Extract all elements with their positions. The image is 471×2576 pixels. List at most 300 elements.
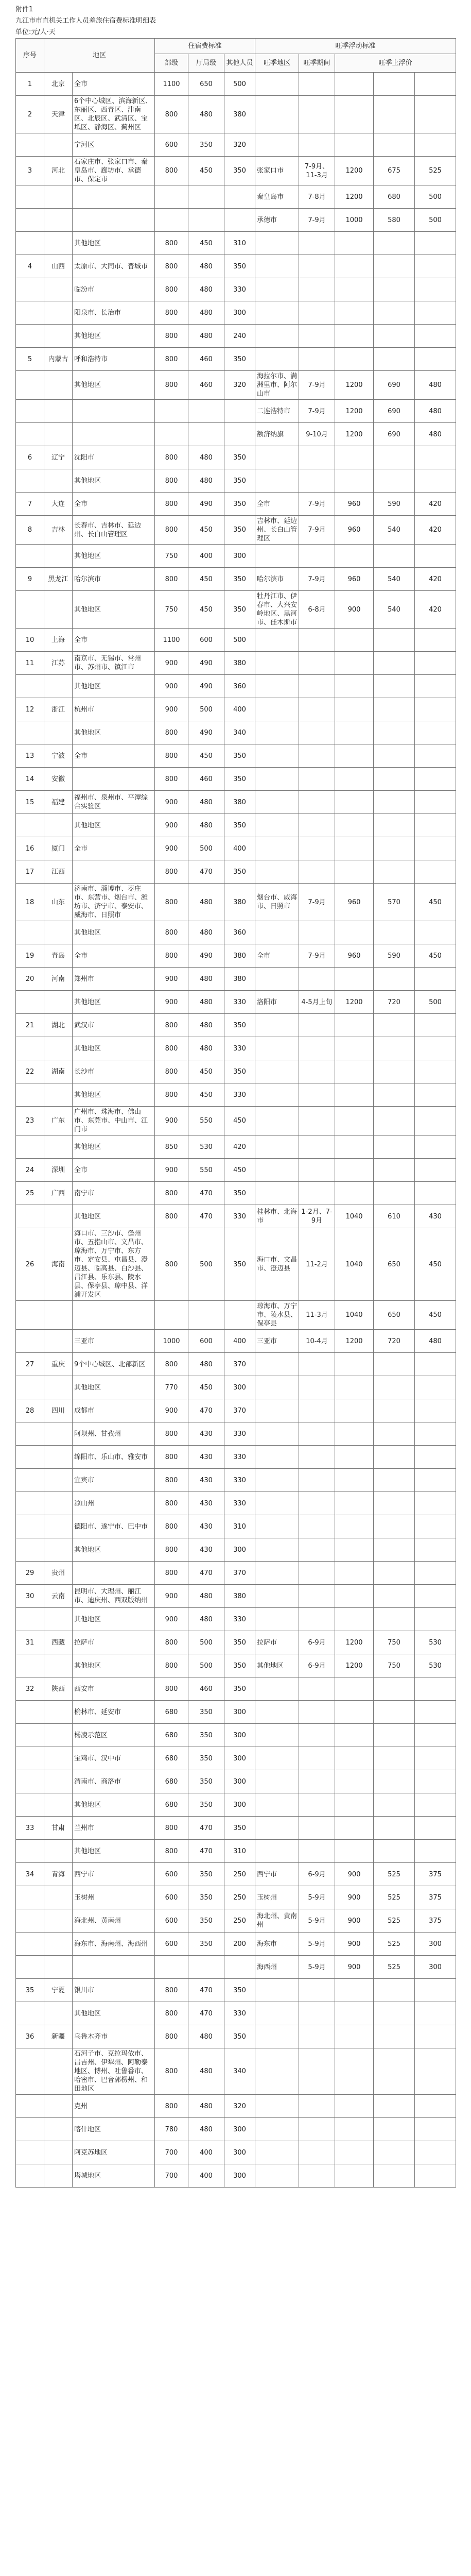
cell-bureau: 500 bbox=[188, 1654, 224, 1677]
cell-other: 380 bbox=[224, 884, 255, 921]
cell-bureau: 470 bbox=[188, 1182, 224, 1205]
cell-other: 380 bbox=[224, 652, 255, 675]
cell-peak-minister: 1200 bbox=[335, 157, 374, 185]
cell-peak-bureau bbox=[374, 133, 415, 157]
cell-peak-minister: 1200 bbox=[335, 423, 374, 446]
cell-city: 石家庄市、张家口市、秦皇岛市、廊坊市、承德市、保定市 bbox=[73, 157, 155, 185]
cell-minister: 800 bbox=[155, 1817, 188, 1840]
cell-minister: 800 bbox=[155, 1631, 188, 1654]
cell-other: 310 bbox=[224, 1515, 255, 1538]
cell-minister: 800 bbox=[155, 721, 188, 744]
cell-bureau: 490 bbox=[188, 652, 224, 675]
cell-province bbox=[44, 1136, 73, 1159]
table-row bbox=[16, 1817, 456, 1840]
cell-other bbox=[224, 209, 255, 232]
cell-bureau bbox=[188, 423, 224, 446]
cell-no bbox=[16, 2048, 44, 2095]
cell-peak-period bbox=[299, 675, 335, 698]
cell-province: 浙江 bbox=[44, 698, 73, 721]
cell-peak-region bbox=[255, 1037, 299, 1060]
cell-no bbox=[16, 721, 44, 744]
cell-other: 350 bbox=[224, 469, 255, 493]
table-row bbox=[16, 371, 456, 400]
cell-peak-minister bbox=[335, 545, 374, 568]
cell-bureau bbox=[188, 1956, 224, 1979]
cell-peak-minister bbox=[335, 301, 374, 325]
cell-peak-period bbox=[299, 2048, 335, 2095]
cell-peak-period bbox=[299, 1538, 335, 1562]
cell-peak-region: 三亚市 bbox=[255, 1330, 299, 1353]
cell-peak-region bbox=[255, 629, 299, 652]
cell-peak-other bbox=[415, 2164, 456, 2188]
table-row bbox=[16, 1330, 456, 1353]
cell-peak-minister bbox=[335, 2025, 374, 2048]
table-body bbox=[16, 73, 456, 2188]
table-row bbox=[16, 921, 456, 944]
cell-peak-other bbox=[415, 255, 456, 278]
cell-peak-bureau: 525 bbox=[374, 1956, 415, 1979]
cell-other: 380 bbox=[224, 968, 255, 991]
cell-city: 杭州市 bbox=[73, 698, 155, 721]
cell-peak-period bbox=[299, 860, 335, 884]
cell-other: 250 bbox=[224, 1863, 255, 1886]
cell-province bbox=[44, 1301, 73, 1330]
cell-no: 34 bbox=[16, 1863, 44, 1886]
cell-province: 海南 bbox=[44, 1228, 73, 1301]
cell-peak-period: 4-5月上旬 bbox=[299, 991, 335, 1014]
cell-peak-period: 7-9月 bbox=[299, 884, 335, 921]
cell-other: 310 bbox=[224, 1840, 255, 1863]
cell-minister: 800 bbox=[155, 1446, 188, 1469]
cell-city: 其他地区 bbox=[73, 1654, 155, 1677]
cell-city: 长沙市 bbox=[73, 1060, 155, 1083]
cell-no bbox=[16, 1747, 44, 1770]
cell-peak-period: 7-9月 bbox=[299, 516, 335, 545]
cell-city: 海东市、海南州、海西州 bbox=[73, 1933, 155, 1956]
cell-peak-other: 450 bbox=[415, 1301, 456, 1330]
cell-other: 400 bbox=[224, 837, 255, 860]
cell-peak-period bbox=[299, 446, 335, 469]
cell-peak-bureau: 525 bbox=[374, 1933, 415, 1956]
cell-peak-other bbox=[415, 860, 456, 884]
cell-bureau: 460 bbox=[188, 768, 224, 791]
cell-no bbox=[16, 209, 44, 232]
cell-other: 350 bbox=[224, 1631, 255, 1654]
cell-city: 其他地区 bbox=[73, 1376, 155, 1399]
cell-peak-bureau: 525 bbox=[374, 1909, 415, 1933]
cell-bureau: 600 bbox=[188, 629, 224, 652]
cell-other: 330 bbox=[224, 1492, 255, 1515]
cell-city: 海口市、三沙市、儋州市、五指山市、文昌市、琼海市、万宁市、东方市、定安县、屯昌县、澄迈县、临高县、白沙县、昌江县、乐东县、陵水县、保亭县、琼中县、洋浦开发区 bbox=[73, 1228, 155, 1301]
cell-bureau: 480 bbox=[188, 96, 224, 133]
cell-bureau: 430 bbox=[188, 1446, 224, 1469]
table-row bbox=[16, 1182, 456, 1205]
cell-bureau: 600 bbox=[188, 1330, 224, 1353]
cell-province: 深圳 bbox=[44, 1159, 73, 1182]
cell-bureau: 500 bbox=[188, 1631, 224, 1654]
cell-no bbox=[16, 814, 44, 837]
cell-no: 33 bbox=[16, 1817, 44, 1840]
cell-city: 杨凌示范区 bbox=[73, 1724, 155, 1747]
cell-peak-region bbox=[255, 1399, 299, 1422]
cell-bureau: 480 bbox=[188, 1014, 224, 1037]
cell-peak-period bbox=[299, 2025, 335, 2048]
cell-peak-period bbox=[299, 469, 335, 493]
cell-peak-region bbox=[255, 1793, 299, 1817]
cell-no: 32 bbox=[16, 1677, 44, 1701]
cell-other: 370 bbox=[224, 1562, 255, 1585]
cell-peak-other: 480 bbox=[415, 400, 456, 423]
cell-city: 广州市、珠海市、佛山市、东莞市、中山市、江门市 bbox=[73, 1107, 155, 1136]
cell-minister: 800 bbox=[155, 1083, 188, 1107]
cell-peak-bureau bbox=[374, 2164, 415, 2188]
cell-peak-minister: 900 bbox=[335, 1863, 374, 1886]
cell-peak-period bbox=[299, 1701, 335, 1724]
cell-peak-other bbox=[415, 1182, 456, 1205]
cell-peak-period: 7-9月 bbox=[299, 944, 335, 968]
cell-bureau: 500 bbox=[188, 698, 224, 721]
cell-minister: 1100 bbox=[155, 73, 188, 96]
cell-minister: 800 bbox=[155, 2002, 188, 2025]
cell-province: 宁波 bbox=[44, 744, 73, 768]
cell-peak-bureau: 690 bbox=[374, 371, 415, 400]
table-row bbox=[16, 1956, 456, 1979]
table-row bbox=[16, 1701, 456, 1724]
cell-minister: 800 bbox=[155, 1492, 188, 1515]
cell-city bbox=[73, 1301, 155, 1330]
table-row bbox=[16, 675, 456, 698]
cell-city: 长春市、吉林市、延边州、长白山管理区 bbox=[73, 516, 155, 545]
cell-bureau: 350 bbox=[188, 133, 224, 157]
table-row bbox=[16, 469, 456, 493]
cell-peak-period bbox=[299, 814, 335, 837]
cell-other: 350 bbox=[224, 744, 255, 768]
cell-peak-period bbox=[299, 1677, 335, 1701]
cell-peak-region bbox=[255, 1159, 299, 1182]
cell-peak-bureau bbox=[374, 1585, 415, 1608]
cell-peak-region: 西宁市 bbox=[255, 1863, 299, 1886]
cell-peak-bureau bbox=[374, 837, 415, 860]
cell-province bbox=[44, 2118, 73, 2141]
cell-bureau: 430 bbox=[188, 1469, 224, 1492]
cell-peak-region bbox=[255, 73, 299, 96]
header-bureau: 厅局级 bbox=[188, 54, 224, 73]
cell-peak-period bbox=[299, 325, 335, 348]
cell-bureau: 400 bbox=[188, 2164, 224, 2188]
cell-peak-other bbox=[415, 96, 456, 133]
cell-minister bbox=[155, 1956, 188, 1979]
cell-no: 36 bbox=[16, 2025, 44, 2048]
cell-peak-other: 480 bbox=[415, 423, 456, 446]
cell-bureau: 480 bbox=[188, 1585, 224, 1608]
cell-other: 320 bbox=[224, 2095, 255, 2118]
cell-peak-region bbox=[255, 1840, 299, 1863]
cell-peak-minister bbox=[335, 837, 374, 860]
cell-peak-minister: 960 bbox=[335, 944, 374, 968]
cell-peak-region bbox=[255, 133, 299, 157]
table-row bbox=[16, 2002, 456, 2025]
cell-minister: 900 bbox=[155, 1399, 188, 1422]
table-row bbox=[16, 157, 456, 185]
cell-no bbox=[16, 1376, 44, 1399]
cell-peak-region bbox=[255, 1060, 299, 1083]
cell-bureau: 650 bbox=[188, 73, 224, 96]
table-row bbox=[16, 301, 456, 325]
cell-minister: 800 bbox=[155, 371, 188, 400]
cell-city: 阿坝州、甘孜州 bbox=[73, 1422, 155, 1446]
cell-peak-minister bbox=[335, 860, 374, 884]
table-row bbox=[16, 791, 456, 814]
cell-no bbox=[16, 400, 44, 423]
cell-bureau: 490 bbox=[188, 675, 224, 698]
cell-peak-minister bbox=[335, 1037, 374, 1060]
table-row bbox=[16, 1979, 456, 2002]
cell-peak-bureau bbox=[374, 968, 415, 991]
cell-peak-region bbox=[255, 1562, 299, 1585]
cell-no bbox=[16, 1205, 44, 1228]
cell-city: 福州市、泉州市、平潭综合实验区 bbox=[73, 791, 155, 814]
table-row bbox=[16, 968, 456, 991]
cell-peak-minister bbox=[335, 96, 374, 133]
cell-peak-bureau: 590 bbox=[374, 493, 415, 516]
cell-peak-minister bbox=[335, 2048, 374, 2095]
cell-city: 西安市 bbox=[73, 1677, 155, 1701]
cell-province bbox=[44, 991, 73, 1014]
cell-peak-region: 秦皇岛市 bbox=[255, 185, 299, 209]
cell-peak-minister bbox=[335, 1182, 374, 1205]
cell-bureau: 480 bbox=[188, 446, 224, 469]
cell-no: 20 bbox=[16, 968, 44, 991]
cell-peak-other bbox=[415, 1376, 456, 1399]
cell-peak-period: 6-8月 bbox=[299, 591, 335, 629]
cell-other: 320 bbox=[224, 371, 255, 400]
cell-peak-region: 哈尔滨市 bbox=[255, 568, 299, 591]
cell-no bbox=[16, 469, 44, 493]
cell-peak-other bbox=[415, 968, 456, 991]
cell-bureau: 350 bbox=[188, 1770, 224, 1793]
cell-other: 350 bbox=[224, 516, 255, 545]
cell-peak-bureau bbox=[374, 1107, 415, 1136]
cell-peak-minister bbox=[335, 1817, 374, 1840]
table-row bbox=[16, 1492, 456, 1515]
cell-no: 24 bbox=[16, 1159, 44, 1182]
cell-peak-minister bbox=[335, 133, 374, 157]
cell-peak-region: 牡丹江市、伊春市、大兴安岭地区、黑河市、佳木斯市 bbox=[255, 591, 299, 629]
cell-peak-region: 全市 bbox=[255, 944, 299, 968]
cell-peak-bureau: 590 bbox=[374, 944, 415, 968]
cell-no bbox=[16, 1037, 44, 1060]
cell-city: 沈阳市 bbox=[73, 446, 155, 469]
cell-city: 其他地区 bbox=[73, 371, 155, 400]
cell-other: 300 bbox=[224, 2118, 255, 2141]
cell-no: 8 bbox=[16, 516, 44, 545]
cell-minister: 600 bbox=[155, 1933, 188, 1956]
cell-peak-bureau bbox=[374, 675, 415, 698]
cell-peak-period bbox=[299, 921, 335, 944]
cell-minister: 800 bbox=[155, 96, 188, 133]
cell-city: 其他地区 bbox=[73, 1205, 155, 1228]
cell-peak-period: 7-9月、11-3月 bbox=[299, 157, 335, 185]
cell-other: 360 bbox=[224, 675, 255, 698]
cell-minister bbox=[155, 185, 188, 209]
cell-peak-region bbox=[255, 1136, 299, 1159]
cell-peak-period: 7-9月 bbox=[299, 400, 335, 423]
cell-other: 350 bbox=[224, 157, 255, 185]
cell-no bbox=[16, 232, 44, 255]
cell-city: 兰州市 bbox=[73, 1817, 155, 1840]
cell-city: 全市 bbox=[73, 744, 155, 768]
cell-no bbox=[16, 133, 44, 157]
cell-no bbox=[16, 2118, 44, 2141]
cell-peak-bureau bbox=[374, 1701, 415, 1724]
table-row bbox=[16, 1631, 456, 1654]
cell-province: 广西 bbox=[44, 1182, 73, 1205]
cell-no: 5 bbox=[16, 348, 44, 371]
cell-bureau: 480 bbox=[188, 301, 224, 325]
cell-peak-region bbox=[255, 2002, 299, 2025]
cell-peak-minister bbox=[335, 1376, 374, 1399]
cell-city: 其他地区 bbox=[73, 545, 155, 568]
cell-peak-region bbox=[255, 2048, 299, 2095]
cell-other: 330 bbox=[224, 1446, 255, 1469]
cell-peak-minister: 1040 bbox=[335, 1301, 374, 1330]
cell-peak-region bbox=[255, 1469, 299, 1492]
cell-other: 360 bbox=[224, 921, 255, 944]
cell-no: 10 bbox=[16, 629, 44, 652]
table-row bbox=[16, 1724, 456, 1747]
cell-other: 340 bbox=[224, 721, 255, 744]
cell-peak-period bbox=[299, 1399, 335, 1422]
cell-peak-bureau bbox=[374, 1353, 415, 1376]
cell-peak-period bbox=[299, 1159, 335, 1182]
cell-other: 330 bbox=[224, 991, 255, 1014]
cell-peak-other: 450 bbox=[415, 1228, 456, 1301]
cell-peak-other bbox=[415, 1446, 456, 1469]
cell-province bbox=[44, 2164, 73, 2188]
cell-province: 河南 bbox=[44, 968, 73, 991]
cell-peak-bureau bbox=[374, 1492, 415, 1515]
cell-peak-other bbox=[415, 1083, 456, 1107]
cell-no: 30 bbox=[16, 1585, 44, 1608]
cell-no bbox=[16, 921, 44, 944]
cell-peak-bureau bbox=[374, 446, 415, 469]
cell-peak-period bbox=[299, 301, 335, 325]
cell-other: 240 bbox=[224, 325, 255, 348]
cell-minister: 700 bbox=[155, 2164, 188, 2188]
cell-no bbox=[16, 1608, 44, 1631]
cell-peak-minister bbox=[335, 1770, 374, 1793]
cell-peak-minister: 960 bbox=[335, 884, 374, 921]
cell-bureau: 450 bbox=[188, 568, 224, 591]
cell-bureau bbox=[188, 400, 224, 423]
cell-peak-minister: 1040 bbox=[335, 1205, 374, 1228]
table-row bbox=[16, 944, 456, 968]
cell-peak-minister bbox=[335, 1608, 374, 1631]
cell-bureau: 350 bbox=[188, 1793, 224, 1817]
cell-peak-minister bbox=[335, 1979, 374, 2002]
cell-no bbox=[16, 545, 44, 568]
cell-peak-period bbox=[299, 1107, 335, 1136]
cell-other: 400 bbox=[224, 698, 255, 721]
cell-no bbox=[16, 1330, 44, 1353]
cell-city: 乌鲁木齐市 bbox=[73, 2025, 155, 2048]
cell-minister: 1000 bbox=[155, 1330, 188, 1353]
table-row bbox=[16, 1083, 456, 1107]
cell-other: 330 bbox=[224, 1205, 255, 1228]
cell-province: 厦门 bbox=[44, 837, 73, 860]
cell-peak-minister: 960 bbox=[335, 516, 374, 545]
cell-other: 300 bbox=[224, 1747, 255, 1770]
cell-peak-other bbox=[415, 469, 456, 493]
cell-city: 济南市、淄博市、枣庄市、东营市、烟台市、潍坊市、济宁市、泰安市、威海市、日照市 bbox=[73, 884, 155, 921]
table-row bbox=[16, 545, 456, 568]
cell-no bbox=[16, 2002, 44, 2025]
table-row bbox=[16, 1301, 456, 1330]
cell-peak-minister bbox=[335, 2164, 374, 2188]
cell-peak-region bbox=[255, 1353, 299, 1376]
cell-bureau: 490 bbox=[188, 721, 224, 744]
cell-peak-other bbox=[415, 814, 456, 837]
cell-peak-minister bbox=[335, 325, 374, 348]
cell-city: 德阳市、遂宁市、巴中市 bbox=[73, 1515, 155, 1538]
cell-peak-region bbox=[255, 325, 299, 348]
cell-bureau: 480 bbox=[188, 278, 224, 301]
header-standard: 住宿费标准 bbox=[155, 39, 255, 54]
cell-minister: 680 bbox=[155, 1793, 188, 1817]
cell-minister: 800 bbox=[155, 1353, 188, 1376]
cell-bureau: 450 bbox=[188, 516, 224, 545]
cell-peak-region: 海拉尔市、满洲里市、阿尔山市 bbox=[255, 371, 299, 400]
cell-peak-region bbox=[255, 1083, 299, 1107]
cell-province: 辽宁 bbox=[44, 446, 73, 469]
cell-peak-period bbox=[299, 1446, 335, 1469]
cell-province bbox=[44, 278, 73, 301]
cell-other: 350 bbox=[224, 348, 255, 371]
cell-bureau: 450 bbox=[188, 591, 224, 629]
cell-bureau: 460 bbox=[188, 348, 224, 371]
cell-peak-period bbox=[299, 652, 335, 675]
cell-no bbox=[16, 1515, 44, 1538]
cell-province bbox=[44, 2141, 73, 2164]
cell-peak-minister bbox=[335, 1422, 374, 1446]
cell-peak-period bbox=[299, 232, 335, 255]
cell-peak-minister: 1200 bbox=[335, 400, 374, 423]
cell-peak-other bbox=[415, 446, 456, 469]
cell-peak-bureau bbox=[374, 325, 415, 348]
cell-city: 西宁市 bbox=[73, 1863, 155, 1886]
cell-bureau: 530 bbox=[188, 1136, 224, 1159]
cell-other: 350 bbox=[224, 255, 255, 278]
cell-other: 350 bbox=[224, 591, 255, 629]
cell-peak-bureau: 540 bbox=[374, 568, 415, 591]
cell-province: 大连 bbox=[44, 493, 73, 516]
cell-peak-region: 吉林市、延边州、长白山管理区 bbox=[255, 516, 299, 545]
cell-bureau: 470 bbox=[188, 1205, 224, 1228]
cell-bureau bbox=[188, 1301, 224, 1330]
cell-peak-other bbox=[415, 1979, 456, 2002]
cell-other: 350 bbox=[224, 1654, 255, 1677]
cell-peak-minister: 1200 bbox=[335, 1654, 374, 1677]
cell-city: 其他地区 bbox=[73, 232, 155, 255]
cell-province: 西藏 bbox=[44, 1631, 73, 1654]
cell-peak-minister: 1040 bbox=[335, 1228, 374, 1301]
cell-peak-minister bbox=[335, 1060, 374, 1083]
table-row bbox=[16, 1863, 456, 1886]
table-row bbox=[16, 814, 456, 837]
cell-peak-minister bbox=[335, 1107, 374, 1136]
cell-peak-region bbox=[255, 1608, 299, 1631]
cell-minister: 900 bbox=[155, 652, 188, 675]
